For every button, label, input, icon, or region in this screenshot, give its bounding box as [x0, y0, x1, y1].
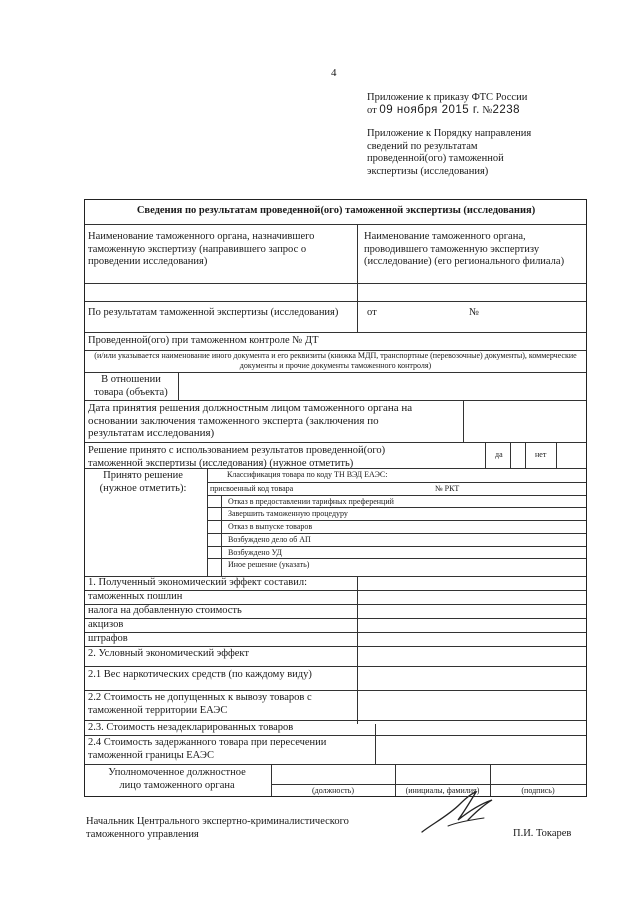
divider [85, 283, 586, 284]
divider [85, 468, 586, 469]
divider [85, 332, 586, 333]
decision-tariff-refusal: Отказ в предоставлении тарифных преференций [228, 497, 394, 506]
divider [207, 468, 208, 576]
handwritten-signature [418, 790, 498, 836]
divider [85, 764, 586, 765]
goods-label: В отношении товара (объекта) [94, 374, 168, 398]
effect-row-conditional: 2. Условный экономический эффект [88, 648, 249, 659]
decision-complete-procedure: Завершить таможенную процедуру [228, 509, 348, 518]
decision-rkt: № РКТ [435, 484, 460, 493]
divider [525, 442, 526, 468]
decision-release-refusal: Отказ в выпуске товаров [228, 522, 313, 531]
customs-control-label: Проведенной(ого) при таможенном контроле № ДТ [88, 335, 319, 346]
yes-label: да [495, 450, 503, 459]
appendix-header [367, 92, 597, 117]
divider [85, 301, 586, 302]
divider [207, 533, 586, 534]
divider [207, 546, 586, 547]
number-label: № [469, 307, 480, 318]
divider [207, 520, 586, 521]
divider [85, 400, 586, 401]
effect-row-1: 1. Полученный экономический эффект составил: [88, 577, 308, 588]
appendix-line5: экспертизы (исследования) [367, 165, 489, 177]
divider [207, 507, 586, 508]
effect-row-detained: 2.4 Стоимость задержанного товара при пересечении таможенной границы ЕАЭС [88, 737, 327, 761]
divider [207, 558, 586, 559]
customs-control-note: (и/или указывается наименование иного документа и его реквизиты (книжка МДП, транспортные (перевозочные) документы), коммерческие документы и прочие документы таможенного контроля) [94, 351, 577, 370]
sig-sign: (подпись) [521, 786, 555, 795]
assigning-authority-label: Наименование таможенного органа, назначившего таможенную экспертизу (направившего запрос о проведении исследования) [88, 231, 315, 267]
conducting-authority-label: Наименование таможенного органа, проводившего таможенную экспертизу (исследование) (его регионального филиала) [364, 231, 565, 267]
decision-hs-code: Классификация товара по коду ТН ВЭД ЕАЭС: [227, 470, 388, 479]
from-label: от [367, 307, 377, 318]
decision-admin-case: Возбуждено дело об АП [228, 535, 311, 544]
decision-date-label: Дата принятия решения должностным лицом таможенного органа на основании заключения таможенного эксперта (заключения по результатам исследования) [88, 402, 413, 439]
divider [375, 724, 376, 764]
sig-position: (должность) [312, 786, 354, 795]
appendix-line2: Приложение к Порядку направления [367, 128, 532, 139]
effect-row-export-ban: 2.2 Стоимость не допущенных к вывозу товаров с таможенной территории ЕАЭС [88, 692, 312, 716]
divider [510, 442, 511, 468]
divider [357, 576, 358, 724]
decision-made-label: Решение принято с использованием результатов проведенной(ого) таможенной экспертизы (исследования) (нужное отметить) [88, 445, 386, 469]
divider [85, 666, 586, 667]
divider [207, 495, 586, 496]
appendix-line4: проведенной(ого) таможенной [367, 153, 504, 164]
number-value: 2238 [492, 104, 521, 116]
results-label: По результатам таможенной экспертизы (исследования) [88, 307, 339, 318]
decision-assigned-code: присвоенный код товара [210, 484, 294, 493]
divider [207, 482, 586, 483]
divider [357, 224, 358, 332]
appendix-date-line [367, 104, 597, 117]
divider [85, 618, 586, 619]
appendix-subheader [367, 128, 597, 178]
effect-row-undeclared: 2.3. Стоимость незадекларированных товаров [88, 722, 294, 733]
divider [85, 646, 586, 647]
divider [85, 735, 586, 736]
divider [85, 720, 586, 721]
official-label: Уполномоченное должностное лицо таможенного органа [108, 767, 246, 791]
date-value: 09 ноября 2015 г. [379, 104, 480, 116]
date-prefix: от [367, 105, 377, 116]
divider [85, 690, 586, 691]
effect-row-vat: налога на добавленную стоимость [88, 605, 242, 616]
expertise-results-form [84, 199, 587, 797]
divider [85, 632, 586, 633]
page-number: 4 [331, 67, 337, 79]
appendix-line3: сведений по результатам [367, 140, 478, 152]
decision-label: Принято решение (нужное отметить): [99, 470, 187, 494]
effect-row-fines: штрафов [88, 633, 128, 644]
form-title: Сведения по результатам проведенной(ого) таможенной экспертизы (исследования) [136, 205, 536, 216]
divider [271, 784, 586, 785]
effect-row-excise: акцизов [88, 619, 124, 630]
divider [463, 400, 464, 442]
effect-row-narcotics: 2.1 Вес наркотических средств (по каждому виду) [88, 669, 312, 680]
divider [485, 442, 486, 468]
effect-row-duties: таможенных пошлин [88, 591, 183, 602]
decision-other: Иное решение (указать) [228, 560, 310, 569]
footer-position: Начальник Центрального экспертно-криминалистического таможенного управления [86, 816, 349, 840]
appendix-line1: Приложение к приказу ФТС России [367, 92, 528, 103]
number-prefix: № [482, 105, 493, 116]
divider [85, 224, 586, 225]
divider [556, 442, 557, 468]
decision-criminal-case: Возбуждено УД [228, 548, 282, 557]
footer-name: П.И. Токарев [513, 828, 572, 839]
no-label: нет [535, 450, 547, 459]
sig-name: (инициалы, фамилия) [405, 786, 480, 795]
divider [178, 372, 179, 400]
divider [85, 372, 586, 373]
